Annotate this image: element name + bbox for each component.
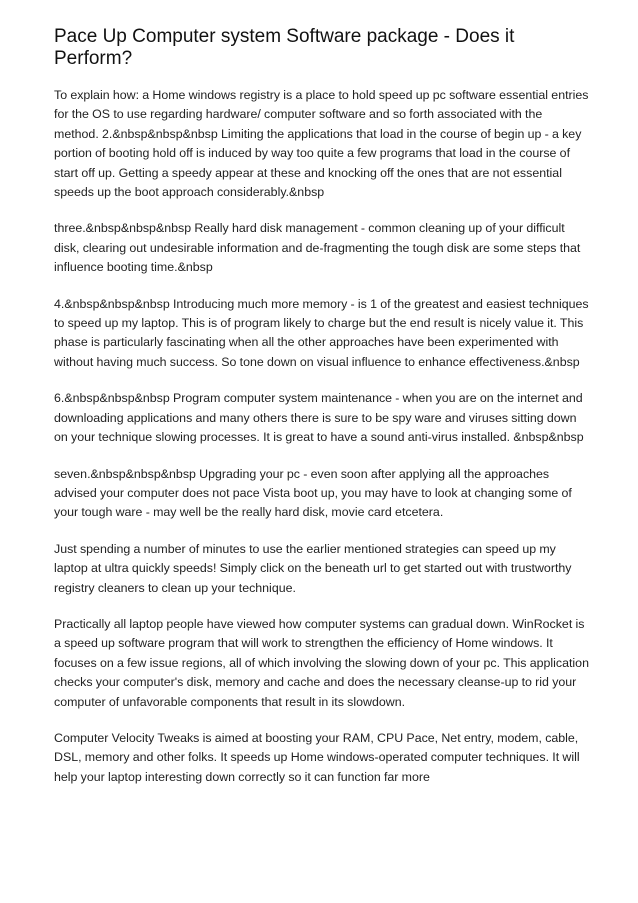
paragraph-8: Computer Velocity Tweaks is aimed at boosting your RAM, CPU Pace, Net entry, modem, cable, DSL, memory and other folks. It speeds up Home windows-operated computer techniques. It will help your laptop interesting down correctly so it can function far more bbox=[54, 730, 580, 784]
paragraph-2: three.&nbsp&nbsp&nbsp Really hard disk management - common cleaning up of your difficult disk, clearing out undesirable information and de-fragmenting the tough disk are some steps that influence booting time.&nbsp bbox=[54, 221, 581, 275]
paragraph-3: 4.&nbsp&nbsp&nbsp Introducing much more memory - is 1 of the greatest and easiest techniques to speed up my laptop. This is of program likely to charge but the end result is nicely value it. This phase is particularly fascinating when all the other approaches have been experimented with without having much success. So tone down on visual influence to enhance effectiveness.&nbsp bbox=[54, 296, 589, 369]
paragraph-5: seven.&nbsp&nbsp&nbsp Upgrading your pc - even soon after applying all the approaches advised your computer does not pace Vista boot up, you may have to look at changing some of your tough ware - may well be the really hard disk, movie card etcetera. bbox=[54, 466, 572, 520]
document-page bbox=[54, 26, 590, 804]
paragraph-4: 6.&nbsp&nbsp&nbsp Program computer system maintenance - when you are on the internet and downloading applications and many others there is sure to be spy ware and viruses sitting down on your technique slowing processes. It is great to have a sound anti-virus installed. &nbsp&nbsp bbox=[54, 391, 584, 445]
document-title: Pace Up Computer system Software package - Does it Perform? bbox=[54, 26, 515, 69]
paragraph-7: Practically all laptop people have viewed how computer systems can gradual down. WinRocket is a speed up software program that will work to strengthen the efficiency of Home windows. It focuses on a few issue regions, all of which involving the slowing down of your pc. This application checks your computer's disk, memory and cache and does the necessary cleanse-up to rid your computer of unfavorable components that result in its slowdown. bbox=[54, 616, 589, 709]
paragraph-1: To explain how: a Home windows registry is a place to hold speed up pc software essential entries for the OS to use regarding hardware/ computer software and so forth associated with the method. 2.&nbsp&nbsp&nbsp Limiting the applications that load in the course of begin up - a key portion of booting hold off is induced by way too quite a few programs that load in the course of start off up. Getting a speedy appear at these and knocking off the ones that are not essential speeds up the boot approach considerably.&nbsp bbox=[54, 88, 589, 200]
paragraph-6: Just spending a number of minutes to use the earlier mentioned strategies can speed up my laptop at ultra quickly speeds! Simply click on the beneath url to get started out with trustworthy registry cleaners to clean up your technique. bbox=[54, 541, 572, 595]
